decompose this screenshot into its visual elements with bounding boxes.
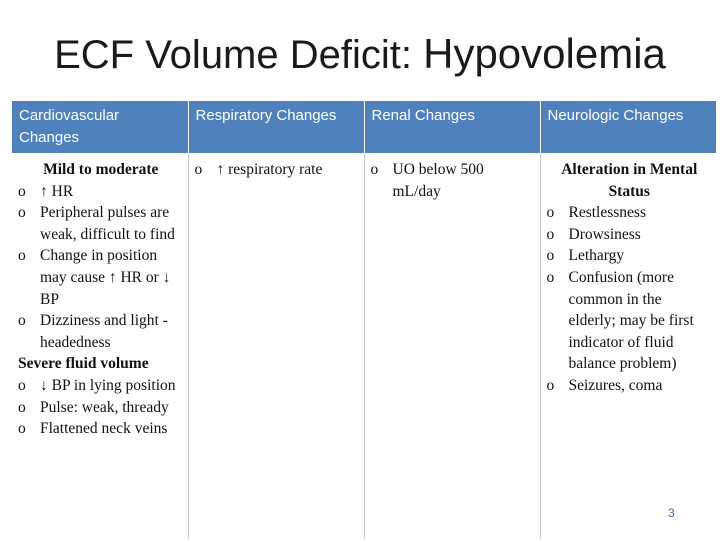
item-text: Dizziness and light -headedness — [40, 312, 168, 351]
mild-heading: Mild to moderate — [43, 161, 159, 178]
item-text: Drowsiness — [568, 225, 641, 243]
cell-neurologic — [540, 154, 716, 539]
bullet-icon: o — [370, 161, 379, 178]
table-body-row — [12, 154, 716, 539]
slide-title-part2: Hypovolemia — [423, 30, 666, 77]
list-item — [18, 375, 184, 397]
cell-cardiovascular — [12, 154, 188, 539]
bullet-icon: o — [194, 161, 203, 178]
table-header-row — [12, 101, 716, 154]
item-text: Restlessness — [568, 204, 646, 222]
item-text: ↓ BP in lying position — [40, 376, 176, 394]
bullet-icon: o — [18, 247, 26, 265]
header-cardiovascular: Cardiovascular Changes — [12, 101, 188, 154]
slide-title-part1: ECF Volume Deficit: — [54, 33, 424, 77]
slide-title — [0, 30, 720, 78]
list-item — [18, 202, 184, 245]
neuro-heading: Alteration in Mental Status — [561, 161, 698, 200]
bullet-icon: o — [18, 182, 26, 200]
item-text: ↑ HR — [40, 182, 74, 200]
item-text: Lethargy — [568, 247, 625, 265]
item-text: Seizures, coma — [568, 376, 663, 394]
item-text: Flattened neck veins — [40, 420, 168, 438]
item-text: Peripheral pulses are weak, difficult to find — [40, 204, 175, 243]
list-item — [547, 245, 713, 267]
severe-heading: Severe fluid volume — [18, 355, 149, 373]
bullet-icon: o — [546, 247, 555, 265]
list-item — [547, 224, 713, 246]
list-item — [18, 418, 184, 440]
item-text: ↑ respiratory rate — [216, 161, 323, 178]
bullet-icon: o — [18, 398, 26, 416]
hypovolemia-table — [12, 101, 716, 539]
item-text: Confusion (more common in the elderly; may be first indicator of fluid balance problem) — [568, 268, 694, 373]
bullet-icon: o — [546, 225, 555, 243]
item-text: Change in position may cause ↑ HR or ↓ BP — [40, 247, 171, 308]
list-item — [18, 310, 184, 353]
list-item — [547, 202, 713, 224]
cell-respiratory — [188, 154, 364, 539]
list-item — [547, 267, 713, 375]
list-item — [547, 375, 713, 397]
bullet-icon: o — [18, 312, 26, 330]
list-item — [371, 159, 536, 202]
list-item — [18, 245, 184, 310]
list-item — [18, 181, 184, 203]
header-renal: Renal Changes — [364, 101, 540, 154]
bullet-icon: o — [546, 376, 555, 394]
page-number: 3 — [668, 506, 675, 520]
list-item — [18, 397, 184, 419]
cell-renal — [364, 154, 540, 539]
bullet-icon: o — [546, 268, 555, 286]
list-item — [195, 159, 360, 181]
header-neurologic: Neurologic Changes — [540, 101, 716, 154]
item-text: Pulse: weak, thready — [40, 398, 169, 416]
item-text: UO below 500 mL/day — [392, 161, 484, 200]
bullet-icon: o — [18, 420, 26, 438]
header-respiratory: Respiratory Changes — [188, 101, 364, 154]
bullet-icon: o — [546, 204, 555, 222]
bullet-icon: o — [18, 204, 26, 222]
bullet-icon: o — [18, 376, 26, 394]
